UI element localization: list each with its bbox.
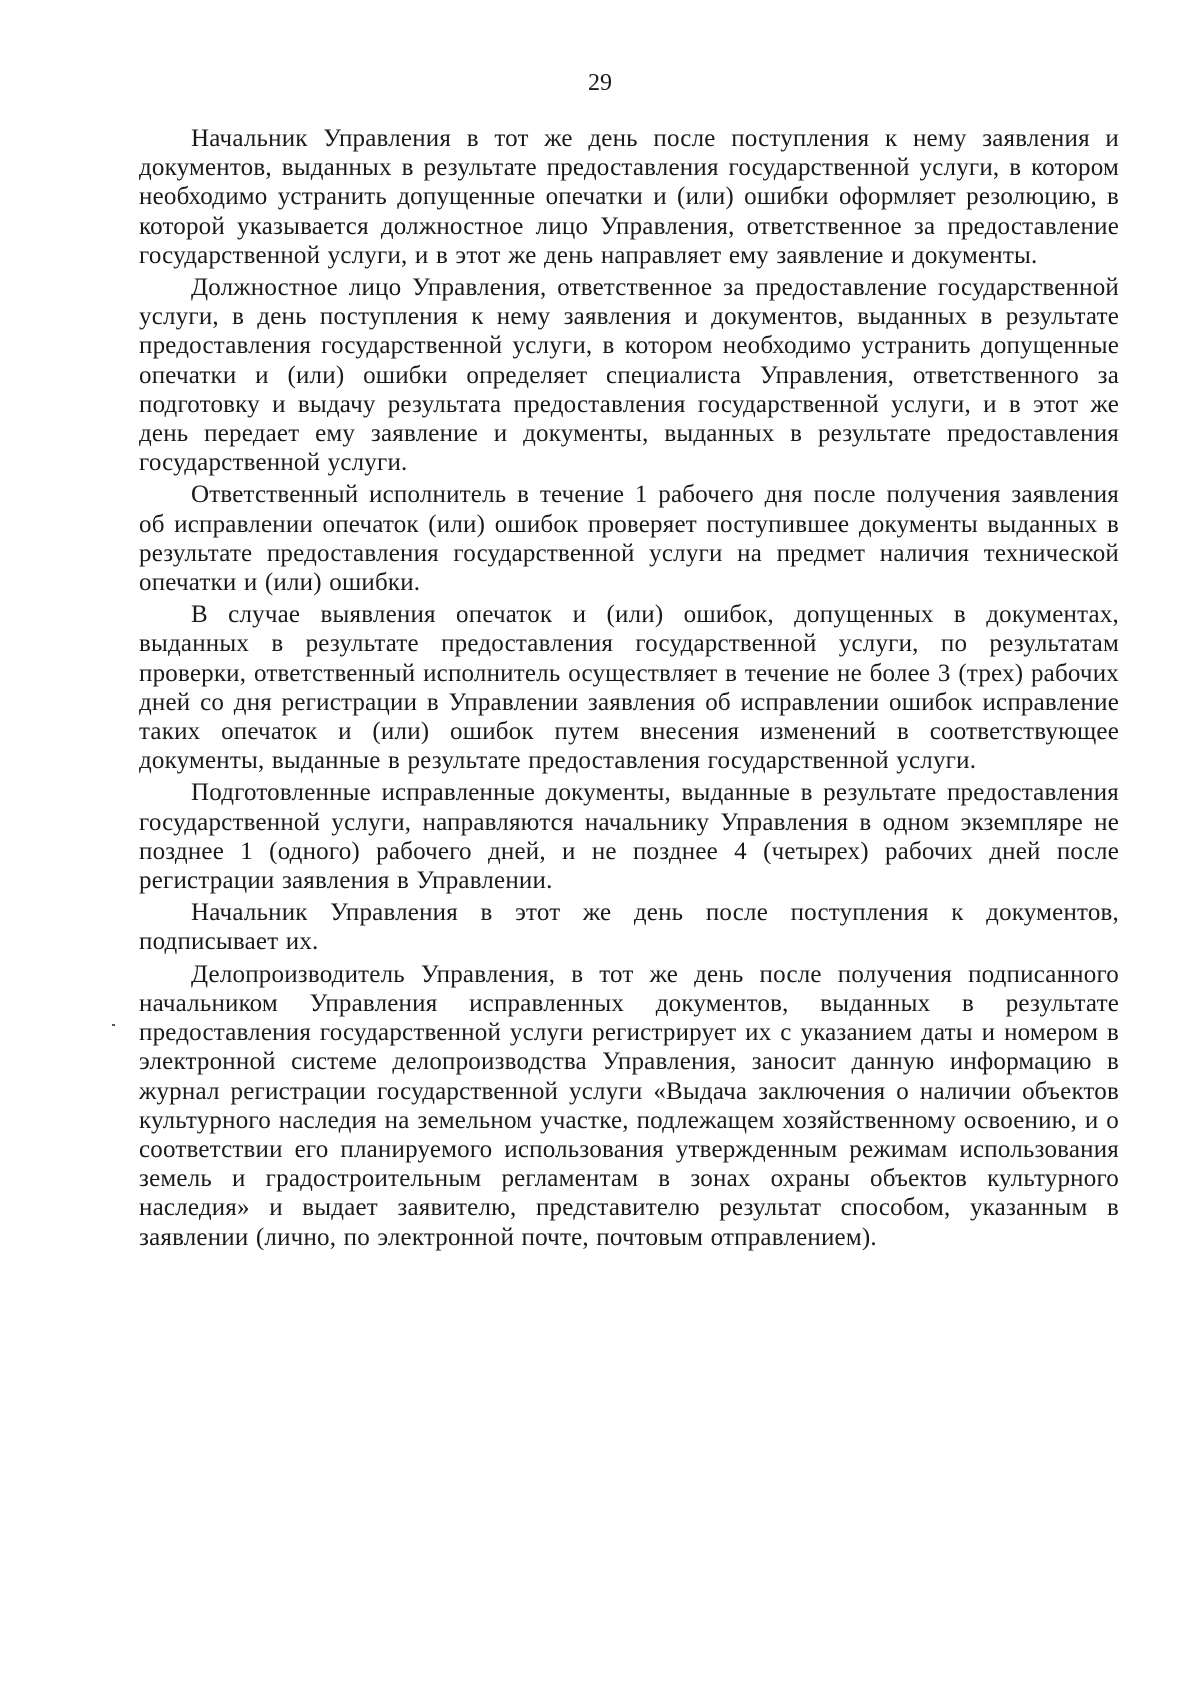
paragraph: В случае выявления опечаток и (или) ошибок, допущенных в документах, выданных в результате предоставления государственной услуги, по результатам проверки, ответственный исполнитель осуществляет в течение не более 3 (трех) рабочих дней со дня регистрации в Управлении заявления об исправлении ошибок исправление таких опечаток и (или) ошибок путем внесения изменений в соответствующее документы, выданные в результате предоставления государственной услуги. [139, 601, 1119, 775]
paragraph: Делопроизводитель Управления, в тот же день после получения подписанного начальником Управления исправленных документов, выданных в результате предоставления государственной услуги регистрирует их с указанием даты и номером в электронной системе делопроизводства Управления, заносит данную информацию в журнал регистрации государственной услуги «Выдача заключения о наличии объектов культурного наследия на земельном участке, подлежащем хозяйственному освоению, и о соответствии его планируемого использования утвержденным режимам использования земель и градостроительным регламентам в зонах охраны объектов культурного наследия» и выдает заявителю, представителю результат способом, указанным в заявлении (лично, по электронной почте, почтовым отправлением). [139, 960, 1119, 1251]
paragraph: Должностное лицо Управления, ответственное за предоставление государственной услуги, в день поступления к нему заявления и документов, выданных в результате предоставления государственной услуги, в котором необходимо устранить допущенные опечатки и (или) ошибки определяет специалиста Управления, ответственного за подготовку и выдачу результата предоставления государственной услуги, и в этот же день передает ему заявление и документы, выданных в результате предоставления государственной услуги. [139, 274, 1119, 477]
document-body [139, 124, 1119, 1252]
page-number: 29 [588, 70, 612, 96]
margin-mark [112, 1024, 115, 1026]
paragraph: Начальник Управления в тот же день после поступления к нему заявления и документов, выданных в результате предоставления государственной услуги, в котором необходимо устранить допущенные опечатки и (или) ошибки оформляет резолюцию, в которой указывается должностное лицо Управления, ответственное за предоставление государственной услуги, и в этот же день направляет ему заявление и документы. [139, 125, 1119, 269]
paragraph: Подготовленные исправленные документы, выданные в результате предоставления государственной услуги, направляются начальнику Управления в одном экземпляре не позднее 1 (одного) рабочего дней, и не позднее 4 (четырех) рабочих дней после регистрации заявления в Управлении. [139, 779, 1119, 895]
paragraph: Начальник Управления в этот же день после поступления к документов, подписывает их. [139, 899, 1119, 956]
paragraph: Ответственный исполнитель в течение 1 рабочего дня после получения заявления об исправлении опечаток (или) ошибок проверяет поступившее документы выданных в результате предоставления государственной услуги на предмет наличия технической опечатки и (или) ошибки. [139, 481, 1119, 597]
